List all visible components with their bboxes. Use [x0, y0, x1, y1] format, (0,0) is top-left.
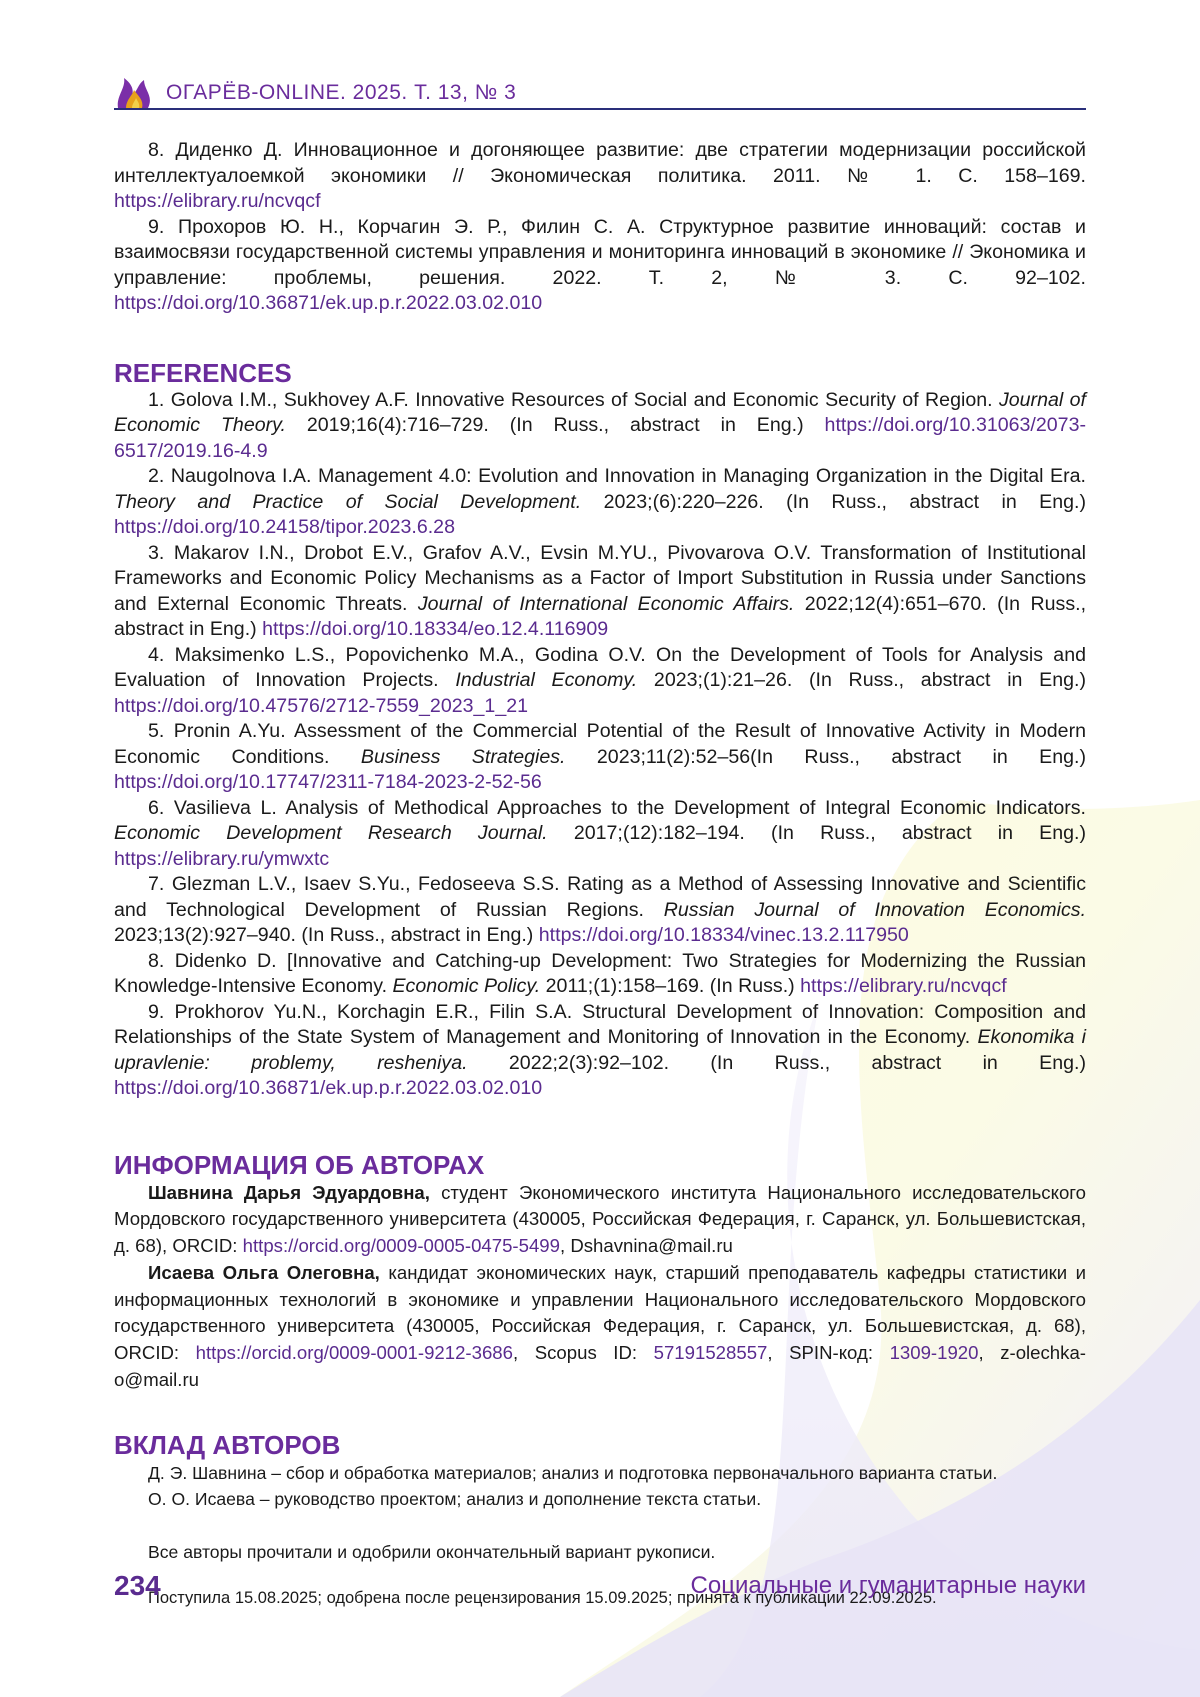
reference-5-link[interactable]: https://doi.org/10.17747/2311-7184-2023-2-52-56: [114, 771, 542, 793]
reference-2: 2. Naugolnova I.A. Management 4.0: Evolution and Innovation in Managing Organization in the Digital Era. Theory and Practice of Social Development. 2023;(6):220–226. (In Russ., abstract in Eng.) https://doi.org/10.24158/tipor.2023.6.28: [114, 465, 1086, 538]
contribution-heading: ВКЛАД АВТОРОВ: [114, 1429, 341, 1460]
reference-8-link[interactable]: https://elibrary.ru/ncvqcf: [800, 975, 1007, 997]
page-number: 234: [114, 1570, 161, 1601]
flame-logo-icon: [114, 74, 154, 110]
ru-ref-9-link[interactable]: https://doi.org/10.36871/ek.up.p.r.2022.03.02.010: [114, 292, 543, 314]
reference-3: 3. Makarov I.N., Drobot E.V., Grafov A.V., Evsin M.YU., Pivovarova O.V. Transformation of Institutional Frameworks and Economic Policy Mechanisms as a Factor of Import Substitution in Russia under Sanctions and External Economic Threats. Journal of International Economic Affairs. 2022;12(4):651–670. (In Russ., abstract in Eng.) https://doi.org/10.18334/eo.12.4.116909: [114, 541, 1087, 640]
ru-ref-8: 8. Диденко Д. Инновационное и догоняющее развитие: две стратегии модернизации российской интеллектуалоемкой экономики // Экономическая политика. 2011. № 1. С. 158–169. https://elibrary.ru/ncvqcf: [114, 139, 1086, 212]
reference-7-link[interactable]: https://doi.org/10.18334/vinec.13.2.117950: [538, 924, 909, 946]
references-list: [114, 388, 1086, 1102]
reference-6: 6. Vasilieva L. Analysis of Methodical Approaches to the Development of Integral Economic Indicators. Economic Development Research Journal. 2017;(12):182–194. (In Russ., abstract in Eng.) https://elibrary.ru/ymwxtc: [114, 796, 1086, 870]
reference-1: 1. Golova I.M., Sukhovey A.F. Innovative Resources of Social and Economic Security of Region. Journal of Economic Theory. 2019;16(4):716–729. (In Russ., abstract in Eng.) https://doi.org/10.31063/2073-6517/2019.16-4.9: [114, 388, 1086, 462]
author-2: Исаева Ольга Олеговна, кандидат экономических наук, старший преподаватель кафедры статистики и информационных технологий в экономике и управлении Национального исследовательского Мордовского государственного университета (430005, Российская Федерация, г. Саранск, ул. Большевистская, д. 68), ORCID: https://orcid.org/0009-0001-9212-3686, Scopus ID: 57191528557, SPIN-код: 1309-1920, z-olechka-o@mail.ru: [114, 1261, 1086, 1391]
authors-heading: ИНФОРМАЦИЯ ОБ АВТОРАХ: [114, 1149, 485, 1180]
reference-9: 9. Prokhorov Yu.N., Korchagin E.R., Filin S.A. Structural Development of Innovation: Composition and Relationships of the State System of Management and Monitoring of Innovation in the Economy. Ekonomika i upravlenie: problemy, resheniya. 2022;2(3):92–102. (In Russ., abstract in Eng.) https://doi.org/10.36871/ek.up.p.r.2022.03.02.010: [114, 1000, 1087, 1099]
contribution-2: О. О. Исаева – руководство проектом; анализ и дополнение текста статьи.: [148, 1489, 762, 1510]
author-1-orcid-link[interactable]: https://orcid.org/0009-0005-0475-5499: [242, 1235, 560, 1257]
author-2-name: Исаева Ольга Олеговна,: [148, 1261, 380, 1283]
ru-ref-8-link[interactable]: https://elibrary.ru/ncvqcf: [114, 190, 321, 212]
header-rule: [114, 108, 1086, 110]
reference-4-link[interactable]: https://doi.org/10.47576/2712-7559_2023_1_21: [114, 694, 529, 717]
content: [114, 138, 1086, 1608]
reference-2-link[interactable]: https://doi.org/10.24158/tipor.2023.6.28: [114, 516, 455, 538]
contributions: [114, 1460, 1086, 1513]
author-2-orcid-link[interactable]: https://orcid.org/0009-0001-9212-3686: [195, 1342, 513, 1364]
author-2-spin-link[interactable]: 1309-1920: [889, 1342, 979, 1364]
approval-statement: Все авторы прочитали и одобрили окончательный вариант рукописи.: [148, 1541, 716, 1562]
journal-title: ОГАРЁВ-ONLINE. 2025. Т. 13, № 3: [166, 81, 517, 104]
author-1: Шавнина Дарья Эдуардовна, студент Экономического института Национального исследовательского Мордовского государственного университета (430005, Российская Федерация, г. Саранск, ул. Большевистская, д. 68), ORCID: https://orcid.org/0009-0005-0475-5499, Dshavnina@mail.ru: [114, 1181, 1086, 1257]
contribution-1: Д. Э. Шавнина – сбор и обработка материалов; анализ и подготовка первоначального варианта статьи.: [148, 1462, 998, 1483]
received-dates: Поступила 15.08.2025; одобрена после рецензирования 15.09.2025; принята к публикации 22.09.2025.: [148, 1589, 937, 1608]
footer-section-title: Социальные и гуманитарные науки: [690, 1572, 1086, 1599]
ru-ref-9: 9. Прохоров Ю. Н., Корчагин Э. Р., Филин С. А. Структурное развитие инноваций: состав и взаимосвязи государственной системы управления и мониторинга инноваций в экономике // Экономика и управление: проблемы, решения. 2022. Т. 2, № 3. С. 92–102. https://doi.org/10.36871/ek.up.p.r.2022.03.02.010: [114, 215, 1086, 314]
reference-4: 4. Maksimenko L.S., Popovichenko M.A., Godina O.V. On the Development of Tools for Analysis and Evaluation of Innovation Projects. Industrial Economy. 2023;(1):21–26. (In Russ., abstract in Eng.) https://doi.org/10.47576/2712-7559_2023_1_21: [114, 643, 1086, 717]
author-2-scopus-link[interactable]: 57191528557: [653, 1342, 768, 1364]
reference-8: 8. Didenko D. [Innovative and Catching-up Development: Two Strategies for Modernizing the Russian Knowledge-Intensive Economy. Economic Policy. 2011;(1):158–169. (In Russ.) https://elibrary.ru/ncvqcf: [114, 949, 1086, 997]
references-heading: REFERENCES: [114, 357, 292, 388]
reference-1-link[interactable]: https://doi.org/10.31063/2073-6517/2019.16-4.9: [114, 414, 1086, 462]
reference-7: 7. Glezman L.V., Isaev S.Yu., Fedoseeva S.S. Rating as a Method of Assessing Innovative and Scientific and Technological Development of Russian Regions. Russian Journal of Innovation Economics. 2023;13(2):927–940. (In Russ., abstract in Eng.) https://doi.org/10.18334/vinec.13.2.117950: [114, 873, 1087, 946]
reference-5: 5. Pronin A.Yu. Assessment of the Commercial Potential of the Result of Innovative Activity in Modern Economic Conditions. Business Strategies. 2023;11(2):52–56(In Russ., abstract in Eng.) https://doi.org/10.17747/2311-7184-2023-2-52-56: [114, 720, 1086, 793]
reference-6-link[interactable]: https://elibrary.ru/ymwxtc: [114, 847, 330, 870]
author-1-name: Шавнина Дарья Эдуардовна,: [148, 1181, 430, 1203]
reference-3-link[interactable]: https://doi.org/10.18334/eo.12.4.116909: [262, 618, 609, 640]
russian-references: [114, 138, 1086, 317]
page-header: [114, 74, 1086, 110]
reference-9-link[interactable]: https://doi.org/10.36871/ek.up.p.r.2022.03.02.010: [114, 1077, 543, 1099]
authors-info: [114, 1180, 1086, 1394]
